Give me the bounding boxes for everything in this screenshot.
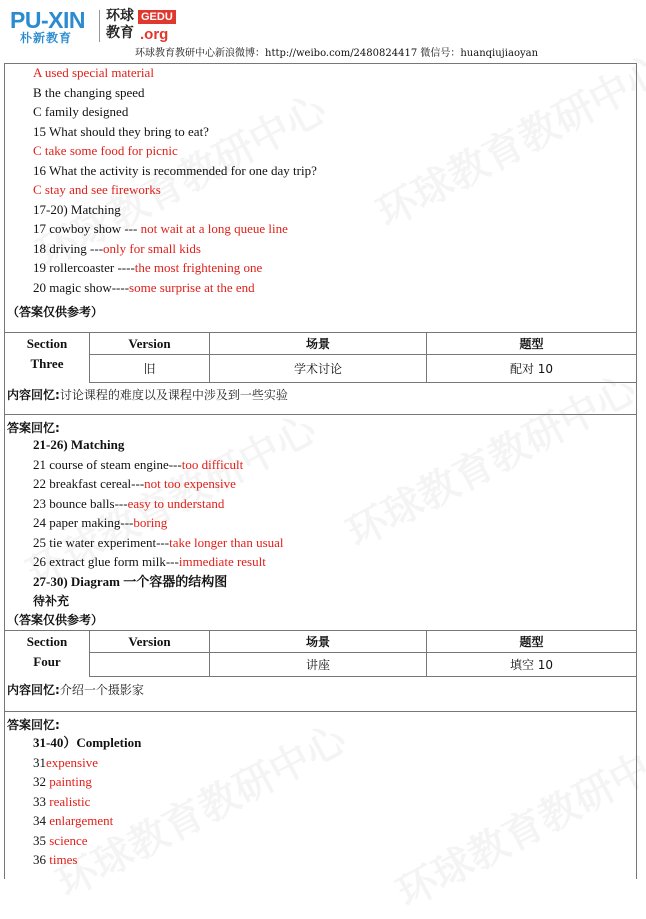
table-header-scene: 场景 xyxy=(209,332,426,354)
page-header xyxy=(0,0,646,64)
answer-line: 22 breakfast cereal---not too expensive xyxy=(33,476,236,491)
table-header-version: Version xyxy=(89,332,209,354)
answer-line: 26 extract glue form milk---immediate result xyxy=(33,554,266,569)
table-cell-scene: 学术讨论 xyxy=(209,354,426,383)
answer-line: 25 tie water experiment---take longer than usual xyxy=(33,535,284,550)
gedu-logo: 环球 教育 xyxy=(106,8,134,41)
section-label: Section xyxy=(26,336,68,351)
table-cell-type: 配对 10 xyxy=(426,354,636,383)
gedu-badge: GEDU xyxy=(138,10,176,24)
divider xyxy=(5,414,636,415)
content-memo: 内容回忆:介绍一个摄影家 xyxy=(7,683,144,697)
answer-line: C take some food for picnic xyxy=(33,143,178,158)
answer-line: 18 driving ---only for small kids xyxy=(33,241,201,256)
answer-line: 32 painting xyxy=(33,774,92,789)
answer-line: 20 magic show----some surprise at the end xyxy=(33,280,255,295)
table-cell-type: 填空 10 xyxy=(426,652,636,677)
answer-line: 21 course of steam engine---too difficult xyxy=(33,457,244,472)
answer-line: B the changing speed xyxy=(33,85,145,100)
answer-line: C family designed xyxy=(33,104,129,119)
pending-note: 待补充 xyxy=(33,594,70,608)
section-value: Three xyxy=(30,356,64,371)
answer-line: 33 realistic xyxy=(33,794,91,809)
gedu-org: .org xyxy=(140,26,169,43)
answer-line: 16 What the activity is recommended for one day trip? xyxy=(33,163,317,178)
reference-note: （答案仅供参考） xyxy=(7,305,104,319)
answer-line: 17 cowboy show --- not wait at a long queue line xyxy=(33,221,288,236)
divider xyxy=(5,711,636,712)
diagram-heading: 27-30) Diagram 一个容器的结构图 xyxy=(33,574,228,589)
content-memo: 内容回忆:讨论课程的难度以及课程中涉及到一些实验 xyxy=(7,388,288,402)
matching-heading: 21-26) Matching xyxy=(33,437,125,452)
table-cell-version: 旧 xyxy=(89,354,209,383)
table-header-scene: 场景 xyxy=(209,630,426,652)
document-frame xyxy=(4,63,637,879)
table-header-type: 题型 xyxy=(426,332,636,354)
answer-line: 31expensive xyxy=(33,755,98,770)
answer-line: 17-20) Matching xyxy=(33,202,121,217)
answer-line: 23 bounce balls---easy to understand xyxy=(33,496,225,511)
answer-line: 35 science xyxy=(33,833,88,848)
answer-line: 36 times xyxy=(33,852,78,867)
answer-line: A used special material xyxy=(33,65,154,80)
table-cell-scene: 讲座 xyxy=(209,652,426,677)
reference-note: （答案仅供参考） xyxy=(7,613,104,627)
table-header-version: Version xyxy=(89,630,209,652)
section-label: Section xyxy=(26,634,68,649)
answer-line: 15 What should they bring to eat? xyxy=(33,124,209,139)
answer-line: 19 rollercoaster ----the most frightening one xyxy=(33,260,263,275)
puxin-logo: PU-XIN 朴新教育 xyxy=(10,7,85,45)
table-cell-version xyxy=(89,652,209,677)
answer-memo-label: 答案回忆: xyxy=(7,421,60,435)
answer-line: C stay and see fireworks xyxy=(33,182,161,197)
answer-line: 34 enlargement xyxy=(33,813,114,828)
table-header-type: 题型 xyxy=(426,630,636,652)
section-three-table xyxy=(5,332,636,383)
answer-memo-label: 答案回忆: xyxy=(7,718,60,732)
header-contact-info: 环球教育教研中心新浪微博：http://weibo.com/2480824417 微信号：huanqiujiaoyan xyxy=(135,48,539,59)
section-value: Four xyxy=(33,654,61,669)
section-four-table xyxy=(5,630,636,677)
answer-line: 24 paper making---boring xyxy=(33,515,168,530)
completion-heading: 31-40）Completion xyxy=(33,735,142,750)
logo-divider xyxy=(99,10,100,42)
